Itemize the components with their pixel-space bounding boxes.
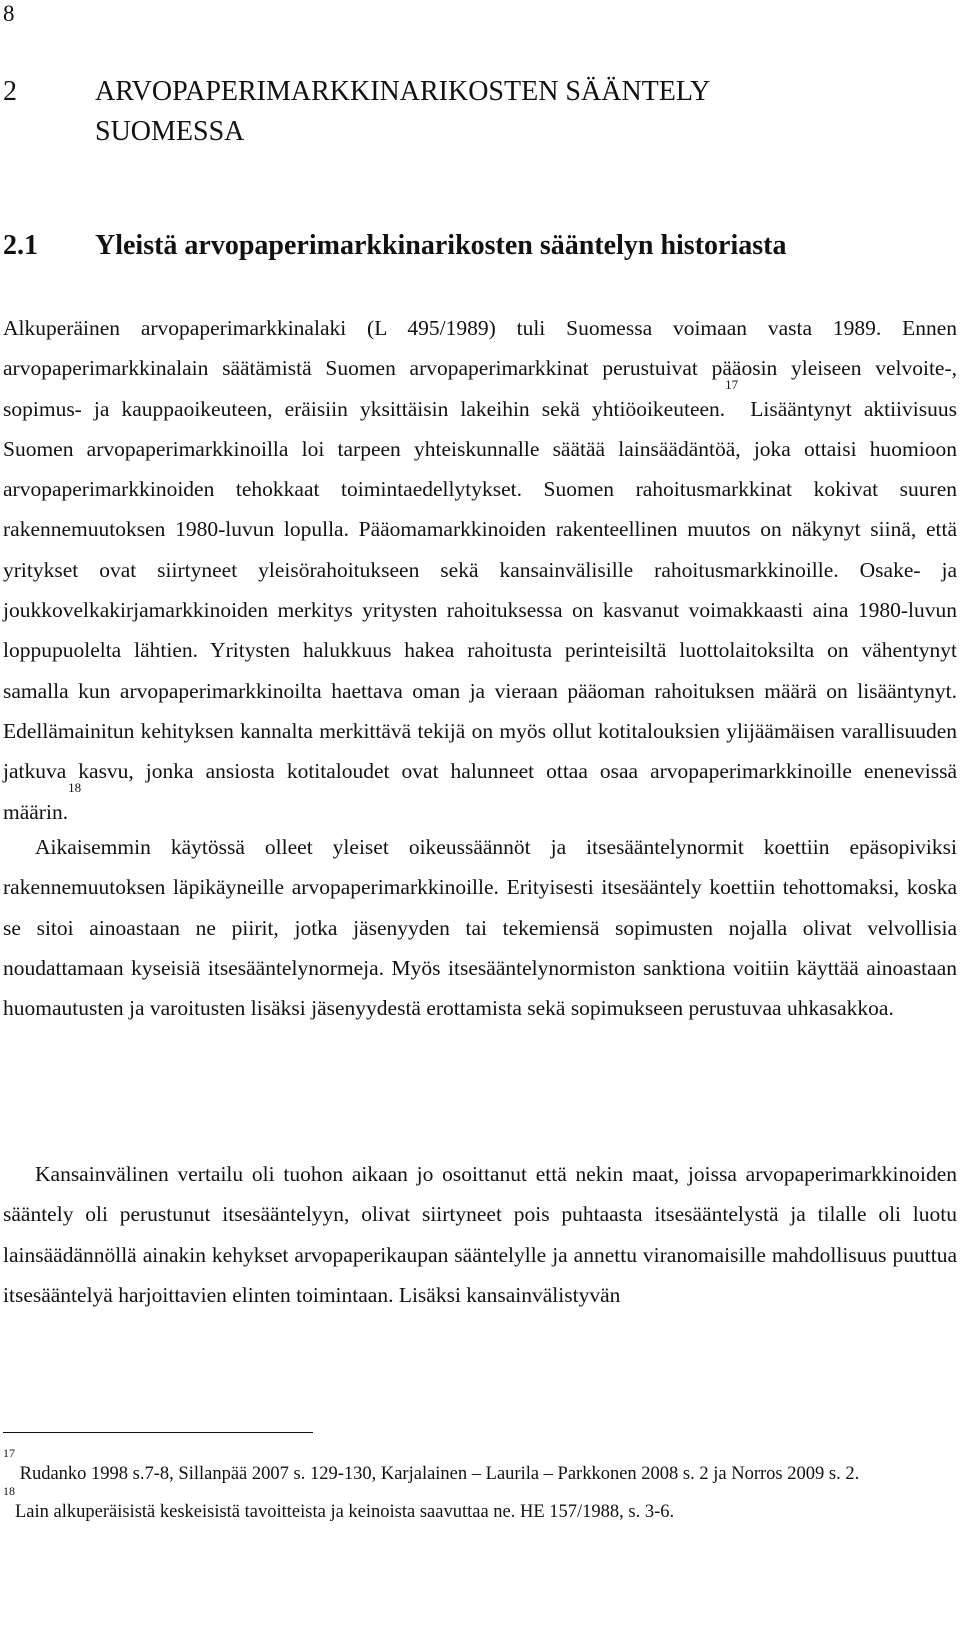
page-number: 8 [3, 1, 15, 26]
footnote-18-text: Lain alkuperäisistä keskeisistä tavoitteista ja keinoista saavuttaa ne. HE 157/1988, s. 3-6. [15, 1502, 675, 1522]
footnote-17-marker: 17 [3, 1446, 15, 1460]
chapter-number: 2 [3, 76, 17, 107]
paragraph-1-text-b: Lisääntynyt aktiivisuus Suomen arvopaperimarkkinoilla loi tarpeen yhteiskunnalle säätää lainsäädäntöä, joka ottaisi huomioon arvopaperimarkkinoiden tehokkaat toimintaedellytykset. Suomen rahoitusmarkkinat kokivat suuren rakennemuutoksen 1980-luvun lopulla. Pääomamarkkinoiden rakenteellinen muutos on näkynyt siinä, että yritykset ovat siirtyneet yleisörahoitukseen sekä kansainvälisille rahoitusmarkkinoille. Osake- ja joukkovelkakirjamarkkinoiden merkitys yritysten rahoituksessa on kasvanut voimakkaasti aina 1980-luvun loppupuolelta lähtien. Yritysten halukkuus hakea rahoitusta perinteisiltä luottolaitoksilta on vähentynyt samalla kun arvopaperimarkkinoilta haettava oman ja vieraan pääoman rahoituksen määrä on lisääntynyt. Edellämainitun kehityksen kannalta merkittävä tekijä on myös ollut kotitalouksien ylijäämäisen varallisuuden jatkuva kasvu, jonka ansiosta kotitaloudet ovat halunneet ottaa osaa arvopaperimarkkinoille enenevissä määrin. [3, 396, 957, 824]
section-heading [3, 226, 786, 266]
footnotes [3, 1446, 957, 1531]
paragraph-3 [3, 1154, 957, 1315]
footnote-17-text: Rudanko 1998 s.7-8, Sillanpää 2007 s. 129-130, Karjalainen – Laurila – Parkkonen 2008 s. 2 ja Norros 2009 s. 2. [15, 1464, 860, 1484]
footnote-divider [3, 1432, 313, 1433]
section-title: Yleistä arvopaperimarkkinarikosten sääntelyn historiasta [95, 230, 787, 261]
footnote-ref-17[interactable]: 17 [725, 376, 739, 392]
footnote-18 [3, 1484, 957, 1531]
footnote-17 [3, 1446, 957, 1493]
footnote-ref-18[interactable]: 18 [68, 779, 82, 795]
paragraph-1-text-a: Alkuperäinen arvopaperimarkkinalaki (L 495/1989) tuli Suomessa voimaan vasta 1989. Ennen arvopaperimarkkinalain säätämistä Suomen arvopaperimarkkinat perustuivat pääosin yleiseen velvoite-, sopimus- ja kauppaoikeuteen, eräisiin yksittäisin lakeihin sekä yhtiöoikeuteen. [3, 316, 957, 421]
footnote-18-marker: 18 [3, 1484, 15, 1498]
section-number: 2.1 [3, 230, 38, 261]
paragraph-2 [3, 827, 957, 1028]
chapter-heading [3, 72, 855, 152]
paragraph-1 [3, 308, 957, 832]
paragraph-2-text: Aikaisemmin käytössä olleet yleiset oikeussäännöt ja itsesääntelynormit koettiin epäsopiviksi rakennemuutoksen läpikäyneille arvopaperimarkkinoille. Erityisesti itsesääntely koettiin tehottomaksi, koska se sitoi ainoastaan ne piirit, jotka jäsenyyden tai tekemiensä sopimusten nojalla olivat velvollisia noudattamaan kyseisiä itsesääntelynormeja. Myös itsesääntelynormiston sanktiona voitiin käyttää ainoastaan huomautusten ja varoitusten lisäksi jäsenyydestä erottamista sekä sopimukseen perustuvaa uhkasakkoa. [3, 835, 957, 1021]
chapter-title: ARVOPAPERIMARKKINARIKOSTEN SÄÄNTELY SUOMESSA [95, 76, 710, 147]
paragraph-3-text: Kansainvälinen vertailu oli tuohon aikaan jo osoittanut että nekin maat, joissa arvopaperimarkkinoiden sääntely oli perustunut itsesääntelyyn, olivat siirtyneet pois puhtaasta itsesääntelystä ja tilalle oli luotu lainsäädännöllä ainakin kehykset arvopaperikaupan sääntelylle ja annettu viranomaisille mahdollisuus puuttua itsesääntelyä harjoittavien elinten toimintaan. Lisäksi kansainvälistyvän [3, 1162, 957, 1307]
